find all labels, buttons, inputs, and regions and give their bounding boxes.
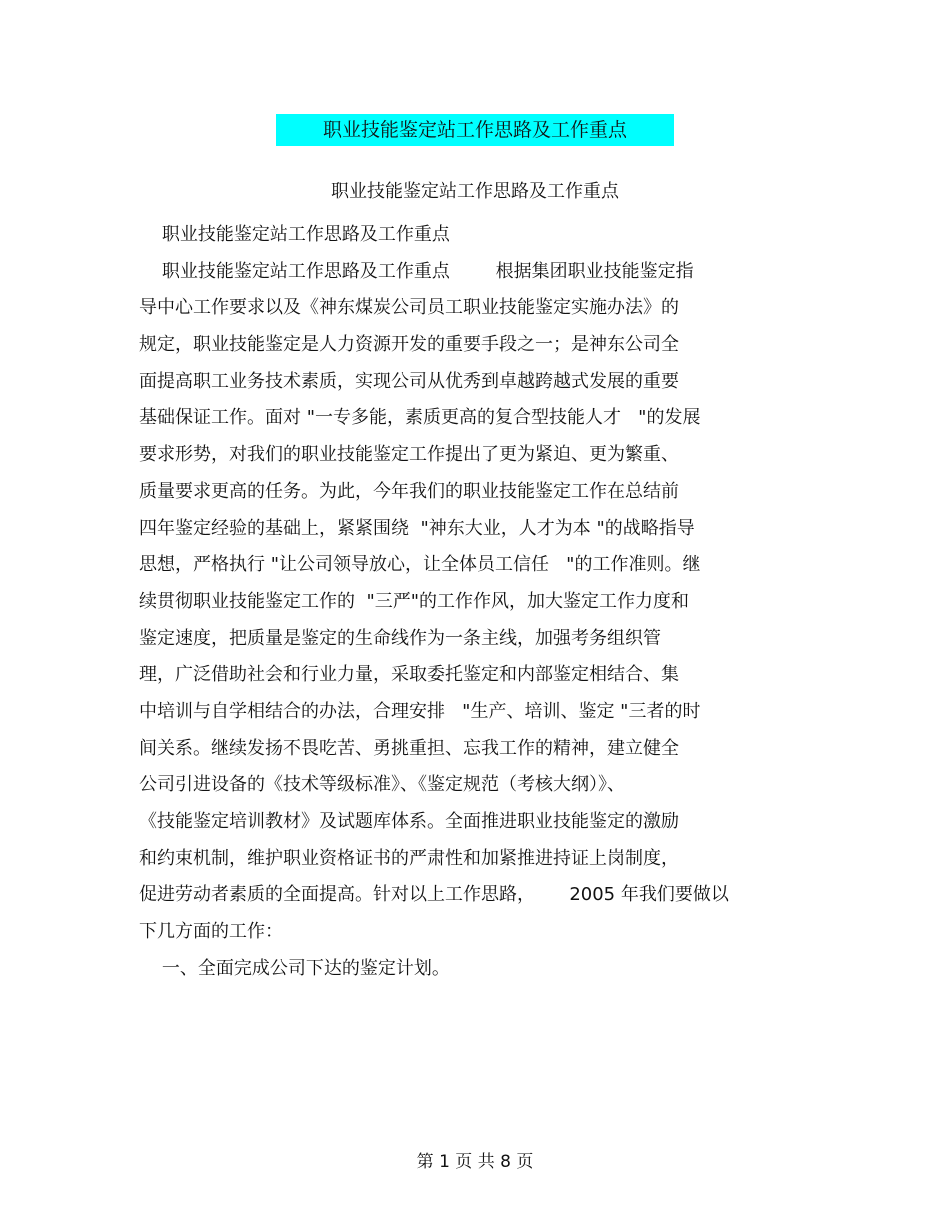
body-line: 理，广泛借助社会和行业力量，采取委托鉴定和内部鉴定相结合、集	[139, 664, 679, 686]
body-line: 基础保证工作。面对 "一专多能，素质更高的复合型技能人才 "的发展	[139, 407, 701, 429]
body-line: 促进劳动者素质的全面提高。针对以上工作思路， 2005 年我们要做以	[139, 884, 729, 906]
body-line: 质量要求更高的任务。为此，今年我们的职业技能鉴定工作在总结前	[139, 480, 679, 502]
body-line: 鉴定速度，把质量是鉴定的生命线作为一条主线，加强考务组织管	[139, 627, 661, 649]
body-line: 四年鉴定经验的基础上，紧紧围绕 "神东大业，人才为本 "的战略指导	[139, 517, 695, 539]
body-line: 和约束机制，维护职业资格证书的严肃性和加紧推进持证上岗制度，	[139, 847, 679, 869]
document-subtitle: 职业技能鉴定站工作思路及工作重点	[331, 181, 619, 202]
page-footer: 第 1 页 共 8 页	[416, 1152, 534, 1172]
body-line: 要求形势，对我们的职业技能鉴定工作提出了更为紧迫、更为繁重、	[139, 444, 679, 466]
body-line: 下几方面的工作：	[139, 921, 283, 943]
body-line: 间关系。继续发扬不畏吃苦、勇挑重担、忘我工作的精神，建立健全	[139, 737, 679, 759]
body-line: 职业技能鉴定站工作思路及工作重点 根据集团职业技能鉴定指	[139, 260, 694, 282]
body-line: 规定，职业技能鉴定是人力资源开发的重要手段之一；是神东公司全	[139, 334, 679, 356]
body-line: 续贯彻职业技能鉴定工作的 "三严"的工作作风，加大鉴定工作力度和	[139, 590, 689, 612]
body-line: 公司引进设备的《技术等级标准》、《鉴定规范（考核大纲）》、	[139, 774, 625, 796]
body-line: 面提高职工业务技术素质，实现公司从优秀到卓越跨越式发展的重要	[139, 370, 679, 392]
body-line: 《技能鉴定培训教材》及试题库体系。全面推进职业技能鉴定的激励	[139, 811, 679, 832]
body-line: 职业技能鉴定站工作思路及工作重点	[139, 224, 450, 245]
document-body	[139, 220, 799, 990]
document-title: 职业技能鉴定站工作思路及工作重点	[276, 114, 674, 146]
body-line: 思想，严格执行 "让公司领导放心，让全体员工信任 "的工作准则。继	[139, 554, 701, 576]
body-line: 导中心工作要求以及《神东煤炭公司员工职业技能鉴定实施办法》的	[139, 297, 679, 319]
body-line: 中培训与自学相结合的办法，合理安排 "生产、培训、鉴定 "三者的时	[139, 700, 701, 722]
body-line: 一、全面完成公司下达的鉴定计划。	[139, 957, 450, 979]
